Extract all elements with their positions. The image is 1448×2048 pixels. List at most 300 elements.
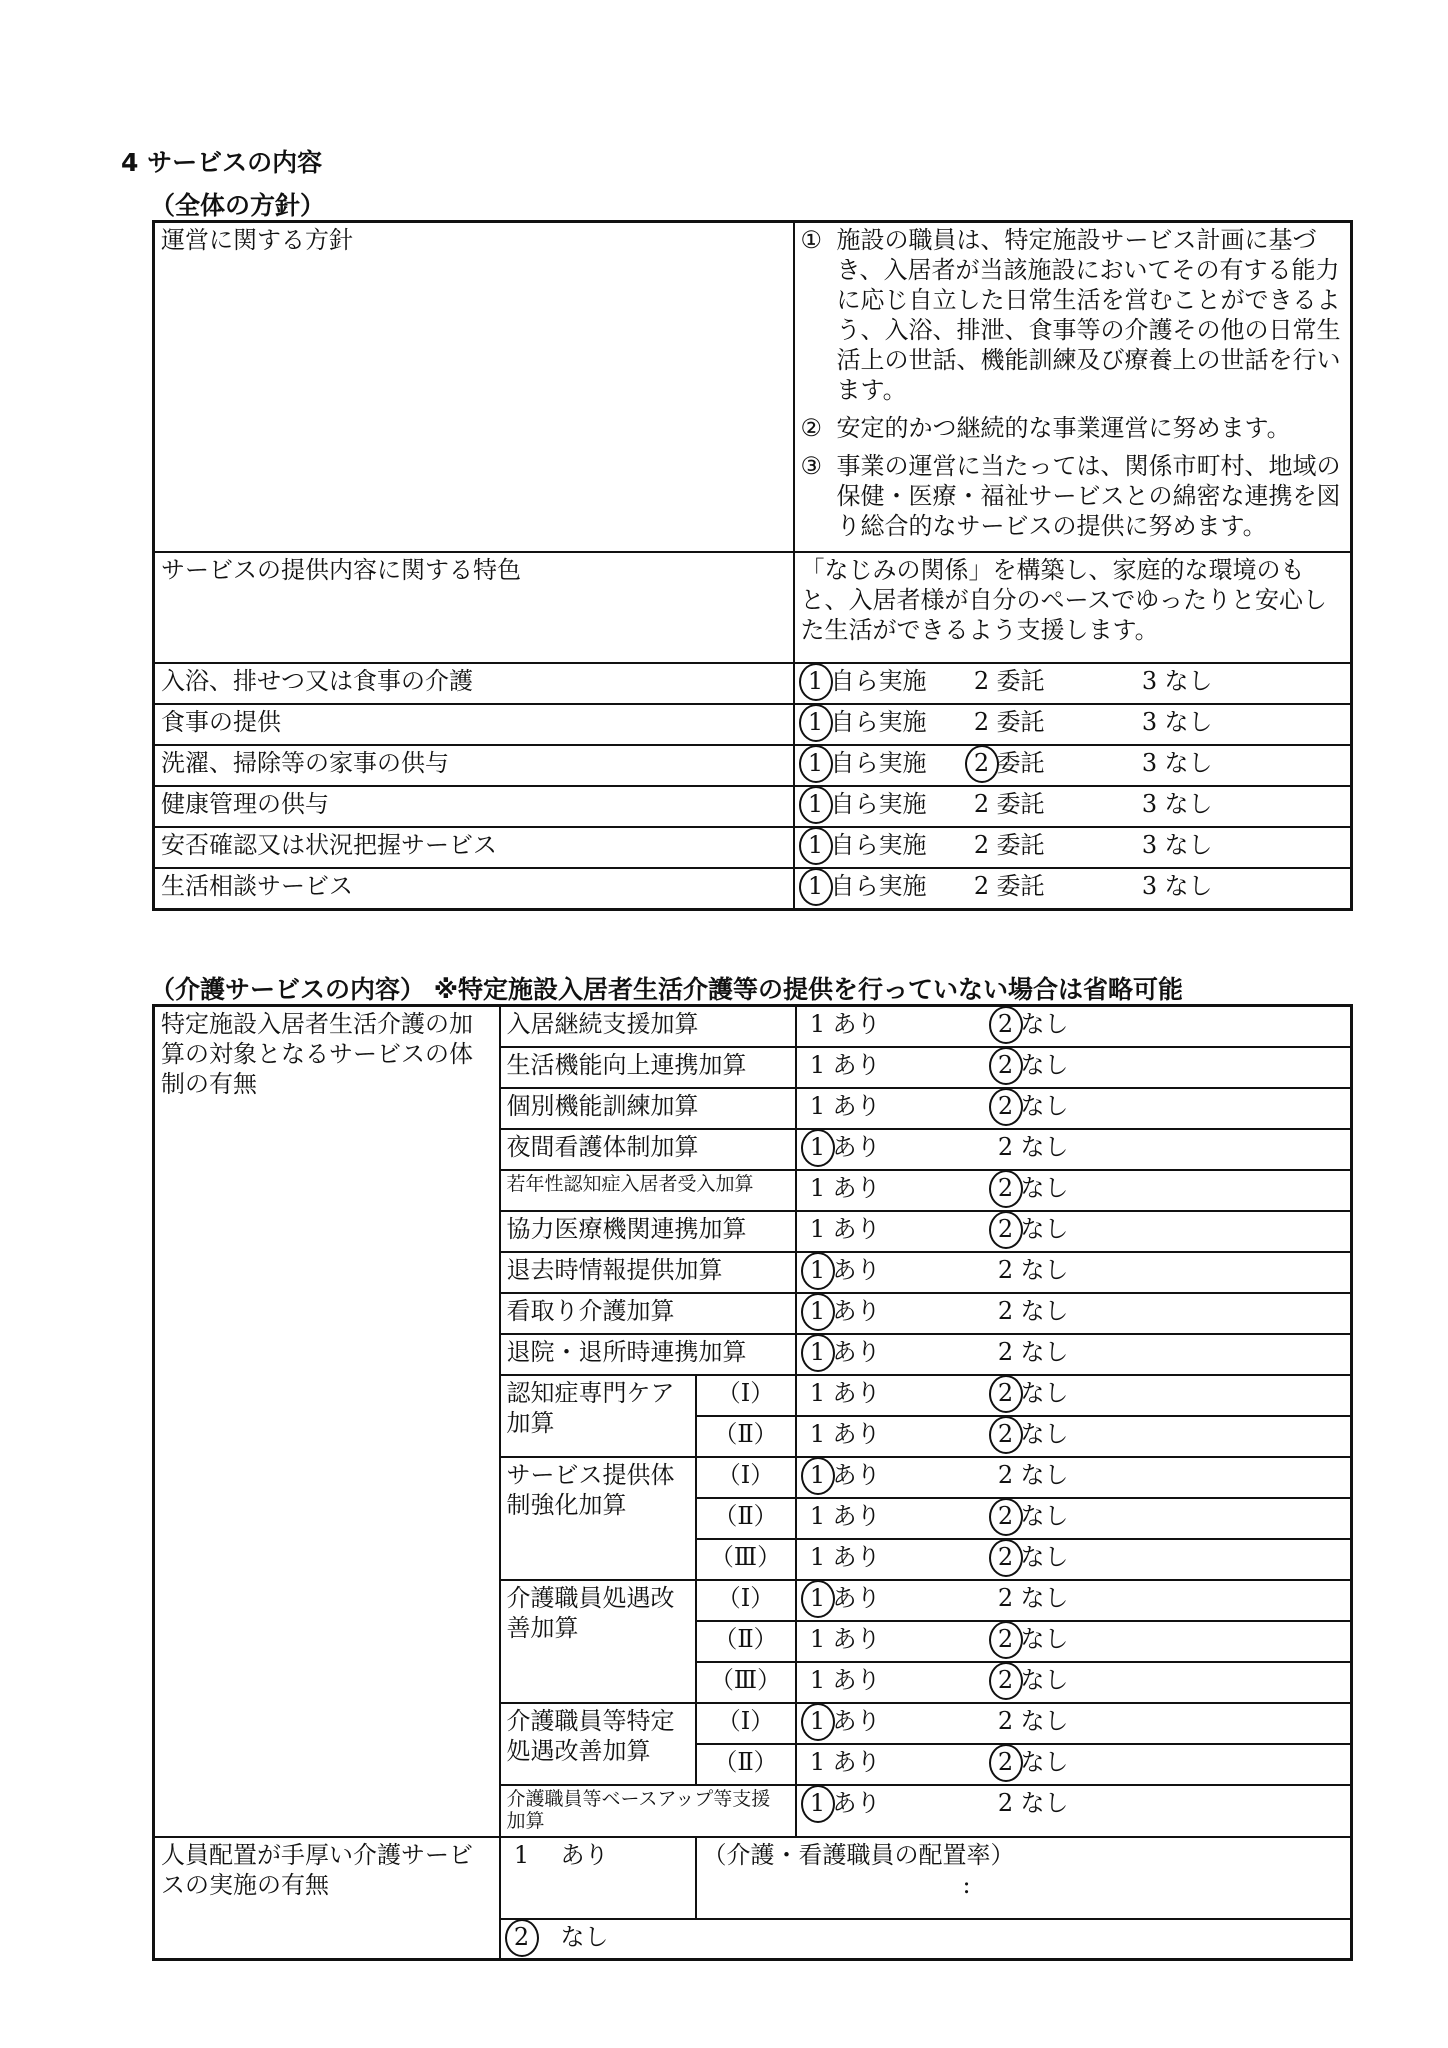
addition-level: （Ⅱ） bbox=[696, 1744, 796, 1785]
addition-options bbox=[796, 1088, 1352, 1129]
option-2 bbox=[991, 1255, 1069, 1285]
option-1 bbox=[801, 830, 927, 860]
option-label: なし bbox=[1020, 1173, 1069, 1202]
policy-table bbox=[152, 220, 1353, 911]
option-label: なし bbox=[1164, 667, 1213, 695]
option-number: 1 bbox=[809, 1010, 826, 1038]
option-label: なし bbox=[1020, 1419, 1069, 1448]
care-additions-list bbox=[154, 1006, 1352, 1960]
option-number: 2 bbox=[997, 1132, 1014, 1161]
option-number: 1 bbox=[513, 1840, 530, 1869]
policy-item-text: 安定的かつ継続的な事業運営に努めます。 bbox=[836, 414, 1291, 442]
option-label: あり bbox=[832, 1050, 881, 1079]
service-options bbox=[794, 868, 1352, 909]
addition-label: 入居継続支援加算 bbox=[500, 1006, 796, 1047]
option-1 bbox=[803, 1542, 881, 1572]
addition-options bbox=[796, 1006, 1352, 1047]
option-label: 委託 bbox=[996, 790, 1045, 818]
option-1 bbox=[803, 1296, 881, 1326]
option-label: なし bbox=[1164, 708, 1213, 736]
option-label: あり bbox=[832, 1296, 881, 1325]
option-1 bbox=[803, 1460, 881, 1490]
service-option-group bbox=[801, 830, 1345, 860]
policy-item bbox=[801, 451, 1345, 541]
addition-level: （Ⅱ） bbox=[696, 1498, 796, 1539]
addition-option-group bbox=[803, 1419, 1345, 1449]
option-label: 自ら実施 bbox=[830, 708, 927, 736]
option-label: あり bbox=[832, 1010, 881, 1038]
option-number: 2 bbox=[997, 1255, 1014, 1284]
option-2 bbox=[991, 1624, 1069, 1654]
selected-number-circle: 2 bbox=[991, 1501, 1021, 1531]
option-label: あり bbox=[832, 1214, 881, 1243]
addition-label: 介護職員等特定処遇改善加算 bbox=[500, 1703, 696, 1785]
staffing-ratio bbox=[696, 1837, 1352, 1919]
service-row bbox=[154, 868, 1352, 909]
option-label: あり bbox=[832, 1788, 881, 1817]
selected-number-circle: 2 bbox=[991, 1214, 1021, 1244]
option-label: なし bbox=[1020, 1460, 1069, 1489]
service-row bbox=[154, 704, 1352, 745]
operation-policy-content bbox=[794, 222, 1352, 553]
option-1 bbox=[803, 1214, 881, 1244]
option-number: 3 bbox=[1141, 708, 1158, 736]
selected-number-circle: 1 bbox=[801, 707, 831, 737]
operation-policy-row bbox=[154, 222, 1352, 553]
option-label: なし bbox=[1020, 1091, 1069, 1120]
policy-item-number: ② bbox=[800, 414, 823, 442]
service-options bbox=[794, 827, 1352, 868]
staffing-no-group bbox=[507, 1922, 1345, 1952]
addition-options bbox=[796, 1621, 1352, 1662]
service-options bbox=[794, 663, 1352, 704]
service-options bbox=[794, 704, 1352, 745]
addition-options bbox=[796, 1703, 1352, 1744]
option-number: 3 bbox=[1141, 667, 1158, 695]
option-number: 1 bbox=[809, 1501, 826, 1530]
option-label: あり bbox=[832, 1132, 881, 1161]
option-label: 自ら実施 bbox=[830, 790, 927, 818]
option-label: あり bbox=[832, 1624, 881, 1653]
policy-list bbox=[801, 225, 1345, 541]
selected-number-circle: 2 bbox=[507, 1922, 537, 1952]
addition-option-group bbox=[803, 1378, 1345, 1408]
option-number: 3 bbox=[1141, 749, 1158, 777]
option-2 bbox=[991, 1091, 1069, 1121]
addition-option-group bbox=[803, 1173, 1345, 1203]
service-row bbox=[154, 786, 1352, 827]
selected-number-circle: 2 bbox=[991, 1173, 1021, 1203]
option-3 bbox=[1135, 707, 1213, 737]
addition-options bbox=[796, 1170, 1352, 1211]
addition-level: （Ⅰ） bbox=[696, 1580, 796, 1621]
addition-label: 生活機能向上連携加算 bbox=[500, 1047, 796, 1088]
option-label: 自ら実施 bbox=[830, 749, 927, 777]
service-label: 健康管理の供与 bbox=[154, 786, 794, 827]
addition-level: （Ⅰ） bbox=[696, 1457, 796, 1498]
option-label: あり bbox=[832, 1747, 881, 1776]
addition-options bbox=[796, 1416, 1352, 1457]
addition-option-group bbox=[803, 1501, 1345, 1531]
staffing-option-no bbox=[500, 1919, 1352, 1960]
service-option-group bbox=[801, 748, 1345, 778]
option-1 bbox=[801, 748, 927, 778]
addition-label: 協力医療機関連携加算 bbox=[500, 1211, 796, 1252]
option-number: 1 bbox=[809, 1419, 826, 1448]
option-2 bbox=[967, 748, 1045, 778]
addition-label: 介護職員処遇改善加算 bbox=[500, 1580, 696, 1703]
services-list bbox=[154, 663, 1352, 909]
policy-item bbox=[801, 225, 1345, 405]
addition-label: 個別機能訓練加算 bbox=[500, 1088, 796, 1129]
staffing-ratio-label: （介護・看護職員の配置率） bbox=[702, 1840, 1015, 1869]
service-option-group bbox=[801, 789, 1345, 819]
staffing-yes-group bbox=[507, 1840, 689, 1870]
selected-number-circle: 2 bbox=[991, 1542, 1021, 1572]
addition-options bbox=[796, 1580, 1352, 1621]
addition-option-group bbox=[803, 1337, 1345, 1367]
option-label: 自ら実施 bbox=[830, 667, 927, 695]
addition-label: サービス提供体制強化加算 bbox=[500, 1457, 696, 1580]
addition-options bbox=[796, 1047, 1352, 1088]
selected-number-circle: 1 bbox=[803, 1788, 833, 1818]
section-heading: 4 サービスの内容 bbox=[121, 148, 323, 177]
option-2 bbox=[991, 1665, 1069, 1695]
option-label: あり bbox=[832, 1091, 881, 1120]
option-3 bbox=[1135, 830, 1213, 860]
option-number: 1 bbox=[809, 1050, 826, 1079]
option-1 bbox=[801, 871, 927, 901]
option-2 bbox=[967, 871, 1045, 901]
care-table bbox=[152, 1004, 1353, 1961]
selected-number-circle: 2 bbox=[991, 1624, 1021, 1654]
option-label: なし bbox=[1020, 1788, 1069, 1817]
option-number: 1 bbox=[809, 1624, 826, 1653]
service-row bbox=[154, 663, 1352, 704]
option-label: あり bbox=[832, 1583, 881, 1612]
option-number: 2 bbox=[973, 790, 990, 818]
policy-item bbox=[801, 413, 1345, 443]
addition-options bbox=[796, 1498, 1352, 1539]
option-number: 2 bbox=[973, 667, 990, 695]
feature-row bbox=[154, 552, 1352, 663]
addition-option-group bbox=[803, 1460, 1345, 1490]
option-number: 1 bbox=[809, 1378, 826, 1407]
option-1 bbox=[507, 1840, 609, 1870]
addition-level: （Ⅲ） bbox=[696, 1539, 796, 1580]
selected-number-circle: 2 bbox=[991, 1378, 1021, 1408]
option-3 bbox=[1135, 666, 1213, 696]
option-1 bbox=[803, 1706, 881, 1736]
service-options bbox=[794, 745, 1352, 786]
feature-label: サービスの提供内容に関する特色 bbox=[154, 552, 794, 663]
option-2 bbox=[991, 1542, 1069, 1572]
addition-level: （Ⅱ） bbox=[696, 1416, 796, 1457]
service-label: 洗濯、掃除等の家事の供与 bbox=[154, 745, 794, 786]
addition-option-group bbox=[803, 1665, 1345, 1695]
addition-label: 退去時情報提供加算 bbox=[500, 1252, 796, 1293]
option-number: 2 bbox=[997, 1296, 1014, 1325]
policy-item-number: ③ bbox=[800, 452, 823, 480]
option-label: あり bbox=[536, 1840, 609, 1869]
selected-number-circle: 1 bbox=[803, 1337, 833, 1367]
addition-option-group bbox=[803, 1706, 1345, 1736]
option-number: 3 bbox=[1141, 872, 1158, 900]
option-number: 2 bbox=[973, 708, 990, 736]
addition-option-group bbox=[803, 1624, 1345, 1654]
option-1 bbox=[803, 1788, 881, 1818]
option-1 bbox=[803, 1173, 881, 1203]
option-label: 委託 bbox=[996, 749, 1045, 777]
operation-policy-label: 運営に関する方針 bbox=[154, 222, 794, 553]
policy-item-number: ① bbox=[800, 226, 823, 254]
option-2 bbox=[991, 1419, 1069, 1449]
option-2 bbox=[991, 1214, 1069, 1244]
staffing-option-yes bbox=[500, 1837, 696, 1919]
option-1 bbox=[801, 789, 927, 819]
option-label: なし bbox=[1020, 1747, 1069, 1776]
selected-number-circle: 1 bbox=[803, 1583, 833, 1613]
option-label: あり bbox=[832, 1501, 881, 1530]
addition-group-label: 特定施設入居者生活介護の加算の対象となるサービスの体制の有無 bbox=[154, 1006, 500, 1837]
option-label: なし bbox=[1020, 1583, 1069, 1612]
addition-options bbox=[796, 1293, 1352, 1334]
addition-label: 認知症専門ケア加算 bbox=[500, 1375, 696, 1457]
option-2 bbox=[991, 1460, 1069, 1490]
option-1 bbox=[803, 1337, 881, 1367]
addition-options bbox=[796, 1211, 1352, 1252]
option-2 bbox=[991, 1378, 1069, 1408]
option-number: 2 bbox=[997, 1706, 1014, 1735]
staffing-ratio-value: : bbox=[962, 1870, 971, 1899]
option-2 bbox=[967, 666, 1045, 696]
option-2 bbox=[967, 707, 1045, 737]
selected-number-circle: 2 bbox=[991, 1091, 1021, 1121]
option-3 bbox=[1135, 789, 1213, 819]
option-number: 1 bbox=[809, 1214, 826, 1243]
option-number: 1 bbox=[809, 1173, 826, 1202]
option-label: 委託 bbox=[996, 831, 1045, 859]
option-1 bbox=[803, 1583, 881, 1613]
selected-number-circle: 2 bbox=[991, 1665, 1021, 1695]
addition-options bbox=[796, 1129, 1352, 1170]
policy-item-text: 施設の職員は、特定施設サービス計画に基づき、入居者が当該施設においてその有する能力に応じ自立した日常生活を営むことができるよう、入浴、排泄、食事等の介護その他の日常生活上の世話、機能訓練及び療養上の世話を行います。 bbox=[836, 226, 1341, 404]
selected-number-circle: 1 bbox=[801, 871, 831, 901]
option-number: 3 bbox=[1141, 831, 1158, 859]
overall-policy-heading: （全体の方針） bbox=[150, 191, 326, 220]
option-label: なし bbox=[1020, 1501, 1069, 1530]
feature-text: 「なじみの関係」を構築し、家庭的な環境のもと、入居者様が自分のペースでゆったりと安心した生活ができるよう支援します。 bbox=[794, 552, 1352, 663]
option-2 bbox=[991, 1706, 1069, 1736]
option-label: あり bbox=[832, 1706, 881, 1735]
option-label: なし bbox=[1164, 831, 1213, 859]
option-2 bbox=[991, 1050, 1069, 1080]
option-2 bbox=[507, 1922, 609, 1952]
option-number: 2 bbox=[973, 872, 990, 900]
selected-number-circle: 1 bbox=[803, 1296, 833, 1326]
addition-level: （Ⅰ） bbox=[696, 1375, 796, 1416]
selected-number-circle: 2 bbox=[991, 1419, 1021, 1449]
option-2 bbox=[991, 1337, 1069, 1367]
option-1 bbox=[803, 1050, 881, 1080]
option-number: 2 bbox=[997, 1460, 1014, 1489]
option-1 bbox=[803, 1091, 881, 1121]
option-1 bbox=[803, 1419, 881, 1449]
service-label: 生活相談サービス bbox=[154, 868, 794, 909]
option-label: 委託 bbox=[996, 708, 1045, 736]
addition-row bbox=[154, 1006, 1352, 1047]
option-2 bbox=[967, 789, 1045, 819]
option-2 bbox=[991, 1296, 1069, 1326]
option-2 bbox=[991, 1132, 1069, 1162]
option-label: あり bbox=[832, 1419, 881, 1448]
option-label: あり bbox=[832, 1378, 881, 1407]
option-label: なし bbox=[536, 1922, 609, 1951]
selected-number-circle: 1 bbox=[803, 1255, 833, 1285]
addition-options bbox=[796, 1662, 1352, 1703]
option-label: なし bbox=[1020, 1255, 1069, 1284]
option-label: なし bbox=[1020, 1050, 1069, 1079]
staffing-row bbox=[154, 1837, 1352, 1919]
addition-option-group bbox=[803, 1214, 1345, 1244]
selected-number-circle: 1 bbox=[803, 1132, 833, 1162]
option-number: 1 bbox=[809, 1665, 826, 1694]
option-number: 2 bbox=[997, 1788, 1014, 1817]
care-services-heading: （介護サービスの内容） ※特定施設入居者生活介護等の提供を行っていない場合は省略可能 bbox=[150, 975, 1184, 1004]
option-label: なし bbox=[1164, 749, 1213, 777]
addition-options bbox=[796, 1252, 1352, 1293]
option-2 bbox=[991, 1583, 1069, 1613]
addition-option-group bbox=[803, 1542, 1345, 1572]
option-2 bbox=[967, 830, 1045, 860]
service-row bbox=[154, 745, 1352, 786]
addition-option-group bbox=[803, 1132, 1345, 1162]
option-label: 委託 bbox=[996, 872, 1045, 900]
option-number: 1 bbox=[809, 1747, 826, 1776]
option-label: なし bbox=[1020, 1665, 1069, 1694]
policy-item-text: 事業の運営に当たっては、関係市町村、地域の保健・医療・福祉サービスとの綿密な連携を図り総合的なサービスの提供に努めます。 bbox=[836, 452, 1341, 540]
addition-level: （Ⅰ） bbox=[696, 1703, 796, 1744]
selected-number-circle: 2 bbox=[967, 748, 997, 778]
addition-label: 介護職員等ベースアップ等支援加算 bbox=[500, 1785, 796, 1837]
option-1 bbox=[803, 1132, 881, 1162]
option-1 bbox=[803, 1665, 881, 1695]
selected-number-circle: 1 bbox=[801, 789, 831, 819]
option-2 bbox=[991, 1788, 1069, 1818]
selected-number-circle: 1 bbox=[803, 1460, 833, 1490]
staffing-label: 人員配置が手厚い介護サービスの実施の有無 bbox=[154, 1837, 500, 1960]
option-1 bbox=[803, 1255, 881, 1285]
selected-number-circle: 1 bbox=[801, 748, 831, 778]
option-3 bbox=[1135, 748, 1213, 778]
option-label: なし bbox=[1164, 872, 1213, 900]
addition-level: （Ⅱ） bbox=[696, 1621, 796, 1662]
option-number: 1 bbox=[809, 1542, 826, 1571]
option-2 bbox=[991, 1747, 1069, 1777]
option-2 bbox=[991, 1501, 1069, 1531]
option-label: あり bbox=[832, 1173, 881, 1202]
option-label: 委託 bbox=[996, 667, 1045, 695]
option-1 bbox=[801, 707, 927, 737]
selected-number-circle: 1 bbox=[801, 830, 831, 860]
service-option-group bbox=[801, 666, 1345, 696]
addition-label: 看取り介護加算 bbox=[500, 1293, 796, 1334]
service-row bbox=[154, 827, 1352, 868]
option-3 bbox=[1135, 871, 1213, 901]
option-number: 1 bbox=[809, 1091, 826, 1120]
option-label: あり bbox=[832, 1665, 881, 1694]
option-1 bbox=[801, 666, 927, 696]
service-label: 入浴、排せつ又は食事の介護 bbox=[154, 663, 794, 704]
service-label: 安否確認又は状況把握サービス bbox=[154, 827, 794, 868]
selected-number-circle: 2 bbox=[991, 1009, 1021, 1039]
option-1 bbox=[803, 1501, 881, 1531]
addition-option-group bbox=[803, 1255, 1345, 1285]
option-2 bbox=[991, 1009, 1069, 1039]
option-label: なし bbox=[1020, 1337, 1069, 1366]
addition-option-group bbox=[803, 1583, 1345, 1613]
option-label: なし bbox=[1020, 1214, 1069, 1243]
option-label: あり bbox=[832, 1460, 881, 1489]
option-1 bbox=[803, 1747, 881, 1777]
addition-label: 退院・退所時連携加算 bbox=[500, 1334, 796, 1375]
selected-number-circle: 2 bbox=[991, 1747, 1021, 1777]
option-2 bbox=[991, 1173, 1069, 1203]
option-label: なし bbox=[1020, 1624, 1069, 1653]
option-label: あり bbox=[832, 1337, 881, 1366]
option-label: なし bbox=[1020, 1010, 1069, 1038]
service-option-group bbox=[801, 707, 1345, 737]
addition-options bbox=[796, 1539, 1352, 1580]
addition-options bbox=[796, 1334, 1352, 1375]
service-option-group bbox=[801, 871, 1345, 901]
selected-number-circle: 1 bbox=[803, 1706, 833, 1736]
option-number: 2 bbox=[997, 1583, 1014, 1612]
addition-label: 若年性認知症入居者受入加算 bbox=[500, 1170, 796, 1211]
option-1 bbox=[803, 1009, 881, 1039]
option-label: なし bbox=[1164, 790, 1213, 818]
addition-options bbox=[796, 1375, 1352, 1416]
addition-option-group bbox=[803, 1788, 1345, 1818]
service-options bbox=[794, 786, 1352, 827]
service-label: 食事の提供 bbox=[154, 704, 794, 745]
addition-options bbox=[796, 1744, 1352, 1785]
option-label: なし bbox=[1020, 1542, 1069, 1571]
addition-option-group bbox=[803, 1747, 1345, 1777]
option-label: あり bbox=[832, 1542, 881, 1571]
option-label: なし bbox=[1020, 1706, 1069, 1735]
addition-option-group bbox=[803, 1009, 1345, 1039]
option-1 bbox=[803, 1378, 881, 1408]
selected-number-circle: 1 bbox=[801, 666, 831, 696]
option-label: なし bbox=[1020, 1296, 1069, 1325]
option-number: 2 bbox=[997, 1337, 1014, 1366]
option-number: 3 bbox=[1141, 790, 1158, 818]
option-label: なし bbox=[1020, 1378, 1069, 1407]
option-label: あり bbox=[832, 1255, 881, 1284]
option-label: 自ら実施 bbox=[830, 872, 927, 900]
option-label: 自ら実施 bbox=[830, 831, 927, 859]
addition-options bbox=[796, 1457, 1352, 1498]
option-number: 2 bbox=[973, 831, 990, 859]
addition-option-group bbox=[803, 1296, 1345, 1326]
addition-option-group bbox=[803, 1091, 1345, 1121]
option-1 bbox=[803, 1624, 881, 1654]
addition-label: 夜間看護体制加算 bbox=[500, 1129, 796, 1170]
addition-level: （Ⅲ） bbox=[696, 1662, 796, 1703]
addition-options bbox=[796, 1785, 1352, 1837]
selected-number-circle: 2 bbox=[991, 1050, 1021, 1080]
